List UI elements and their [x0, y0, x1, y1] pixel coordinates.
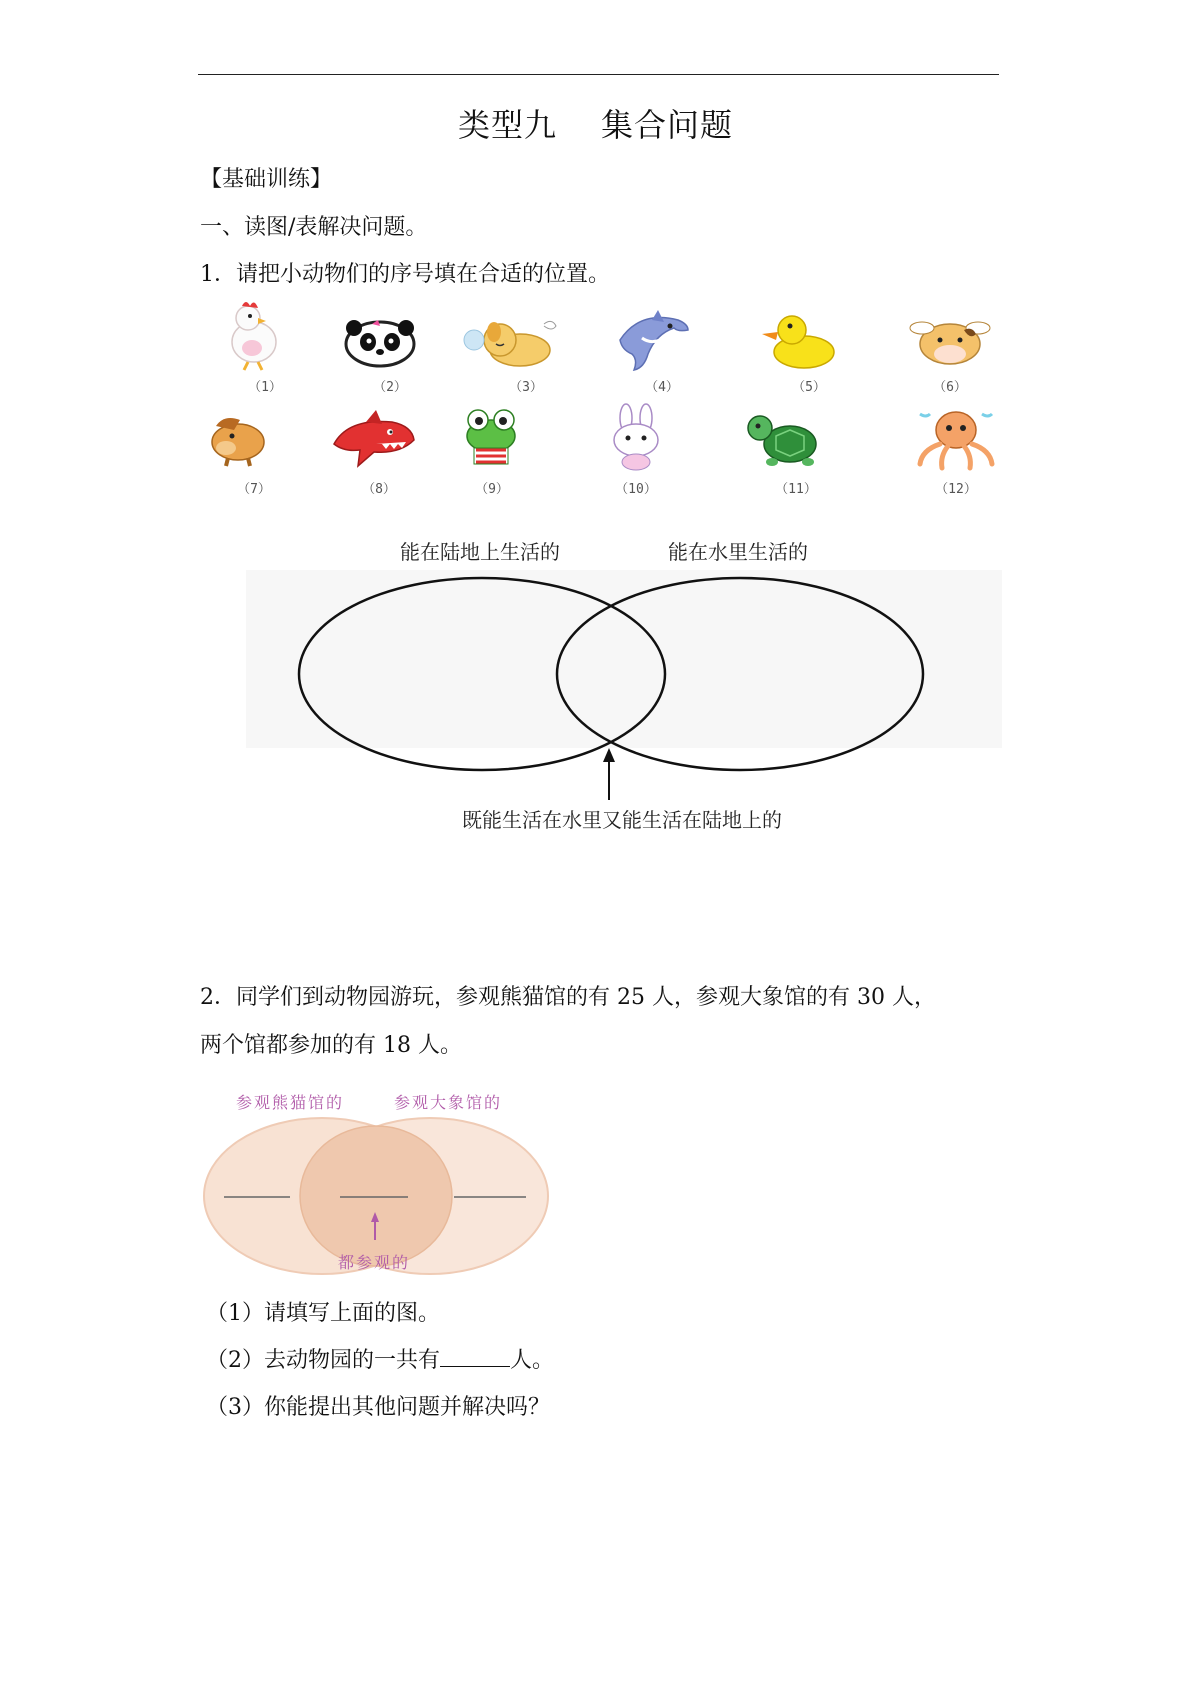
animal-label: （10）: [615, 482, 657, 497]
question-2-sub1: （1）请填写上面的图。: [206, 1301, 440, 1326]
sub2-before-text: （2）去动物园的一共有: [206, 1348, 440, 1373]
venn2-left-label: 参观熊猫馆的: [236, 1093, 345, 1112]
animal-label: （3）: [509, 380, 543, 395]
venn2-right-label: 参观大象馆的: [394, 1093, 503, 1112]
title-part1: 类型九: [457, 106, 557, 144]
question-2-prompt-line2: 两个馆都参加的有 18 人。: [200, 1033, 462, 1058]
question-2-sub3: （3）你能提出其他问题并解决吗？: [206, 1395, 550, 1420]
animal-label: （11）: [775, 482, 817, 497]
venn1-bottom-label: 既能生活在水里又能生活在陆地上的: [462, 808, 782, 832]
animal-label: （7）: [237, 482, 271, 497]
venn1-right-label: 能在水里生活的: [668, 540, 808, 564]
section-subheading: 一、读图/表解决问题。: [200, 215, 428, 240]
sub2-after-text: 人。: [510, 1348, 555, 1373]
question-1-prompt: 1．请把小动物们的序号填在合适的位置。: [200, 262, 610, 287]
question-2-prompt-line1: 2．同学们到动物园游玩，参观熊猫馆的有 25 人，参观大象馆的有 30 人，: [200, 985, 936, 1010]
title-part2: 集合问题: [601, 106, 734, 144]
animal-label: （4）: [645, 380, 679, 395]
animal-label: （9）: [475, 482, 509, 497]
animal-label: （12）: [935, 482, 977, 497]
animal-label: （1）: [248, 380, 282, 395]
answer-blank[interactable]: [440, 1348, 510, 1367]
venn2-bottom-label: 都参观的: [338, 1253, 411, 1272]
animal-label: （2）: [373, 380, 407, 395]
venn1-left-label: 能在陆地上生活的: [400, 540, 560, 564]
animal-label: （5）: [792, 380, 826, 395]
section-heading: 【基础训练】: [200, 167, 333, 192]
question-2-sub2: [206, 1343, 554, 1374]
venn2-overlap-region: [300, 1126, 452, 1266]
animal-label: （6）: [933, 380, 967, 395]
animal-label: （8）: [362, 482, 396, 497]
